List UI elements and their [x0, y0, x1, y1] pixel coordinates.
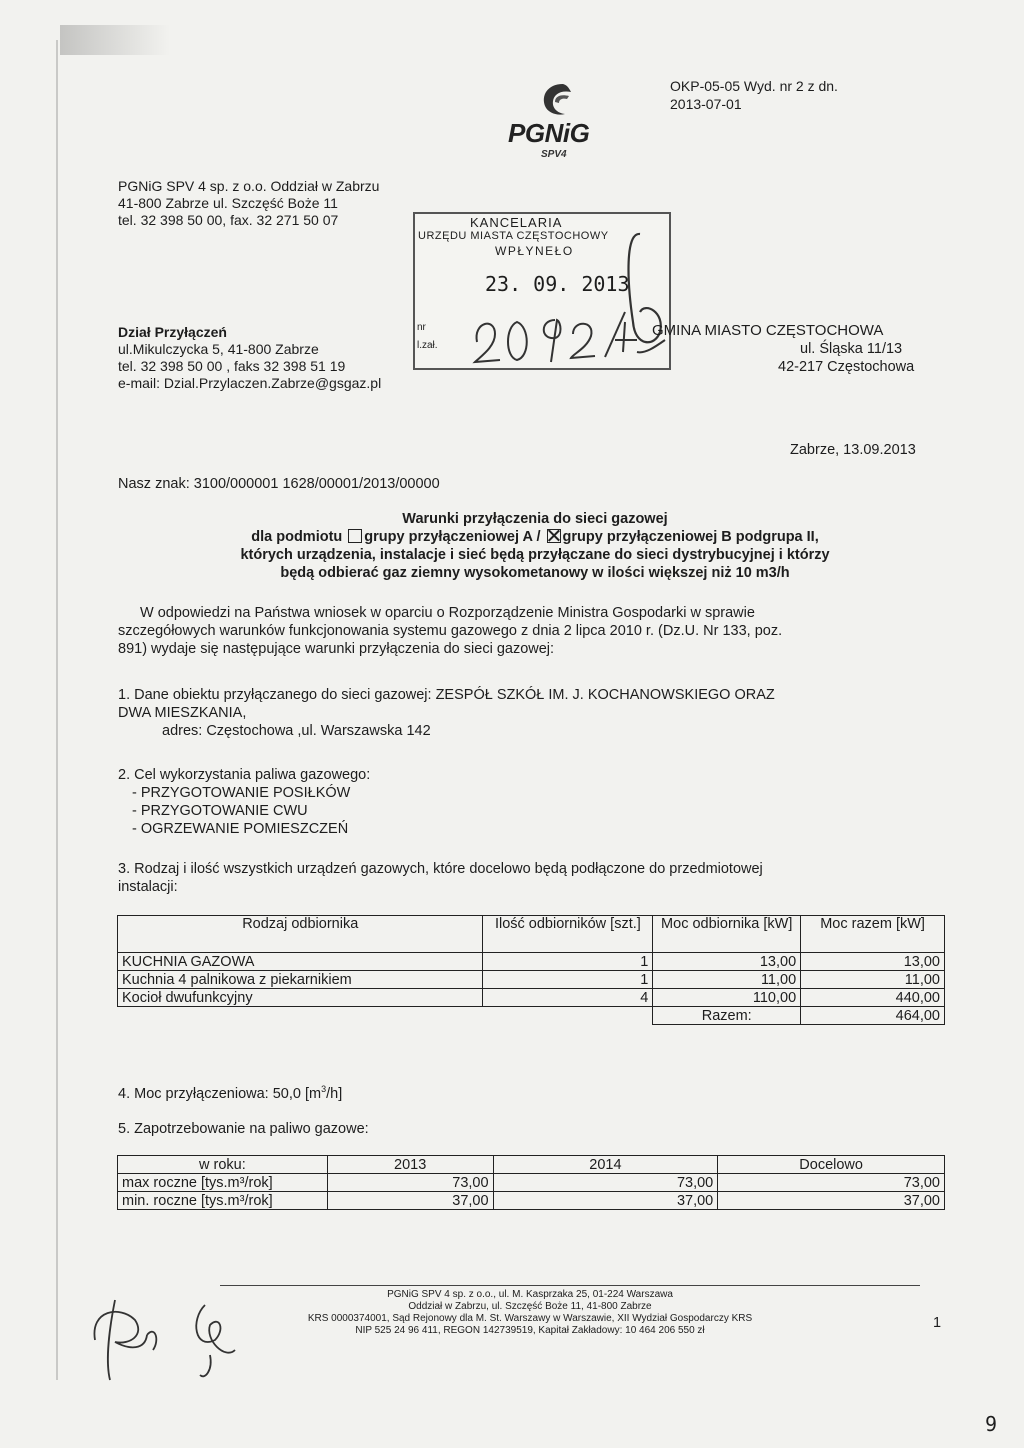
- scan-artifact: [60, 25, 170, 55]
- header-device-power: Moc odbiornika [kW]: [653, 916, 801, 953]
- sender-line-1: PGNiG SPV 4 sp. z o.o. Oddział w Zabrzu: [118, 178, 380, 194]
- device-name: KUCHNIA GAZOWA: [118, 953, 483, 971]
- corner-number: 9: [985, 1412, 998, 1436]
- place-and-date: Zabrze, 13.09.2013: [790, 442, 916, 458]
- department-phone: tel. 32 398 50 00 , faks 32 398 51 19: [118, 358, 346, 374]
- demand-target: 37,00: [718, 1192, 945, 1210]
- demand-2014: 73,00: [493, 1174, 718, 1192]
- device-count: 1: [483, 953, 653, 971]
- demand-target: 73,00: [718, 1174, 945, 1192]
- document-title-line-2: [100, 528, 970, 546]
- stamp-nr-label: nr: [417, 322, 426, 333]
- header-total-power: Moc razem [kW]: [801, 916, 945, 953]
- devices-table-header: [118, 916, 945, 953]
- department-email: e-mail: Dzial.Przylaczen.Zabrze@gsgaz.pl: [118, 375, 382, 391]
- device-power: 110,00: [653, 989, 801, 1007]
- header-year-label: w roku:: [118, 1156, 328, 1174]
- group-b-checkbox: [547, 529, 561, 543]
- stamp-attachments-label: l.zał.: [417, 340, 438, 351]
- section-2-item-1: - PRZYGOTOWANIE POSIŁKÓW: [132, 785, 351, 801]
- header-device-type: Rodzaj odbiornika: [118, 916, 483, 953]
- section-2-item-3: - OGRZEWANIE POMIESZCZEŃ: [132, 821, 349, 837]
- department-title: Dział Przyłączeń: [118, 324, 227, 340]
- intro-line-1: W odpowiedzi na Państwa wniosek w oparciu o Rozporządzenie Ministra Gospodarki w sprawie: [140, 605, 755, 621]
- connection-power-text: 4. Moc przyłączeniowa: 50,0 [m: [118, 1085, 322, 1102]
- stamp-line-2: URZĘDU MIASTA CZĘSTOCHOWY: [418, 230, 609, 242]
- group-a-label: grupy przyłączeniowej A /: [364, 529, 541, 545]
- title-line-2-prefix: dla podmiotu: [251, 529, 343, 545]
- device-power: 11,00: [653, 971, 801, 989]
- section-2-item-2: - PRZYGOTOWANIE CWU: [132, 803, 308, 819]
- device-total-power: 13,00: [801, 953, 945, 971]
- page-number: 1: [933, 1315, 942, 1331]
- form-code: OKP-05-05 Wyd. nr 2 z dn.: [670, 78, 838, 94]
- footer-line-3: KRS 0000374001, Sąd Rejonowy dla M. St. Warszawy w Warszawie, XII Wydział Gospodarczy KRS: [307, 1313, 753, 1324]
- unit-superscript: 3: [321, 1084, 327, 1094]
- table-row: [118, 989, 945, 1007]
- group-a-checkbox: [348, 529, 362, 543]
- footer-divider: [220, 1285, 920, 1286]
- company-logo-subtitle: SPV4: [541, 149, 567, 160]
- footer-line-2: Oddział w Zabrzu, ul. Szczęść Boże 11, 41-800 Zabrze: [408, 1301, 652, 1312]
- group-b-label: grupy przyłączeniowej B podgrupa II,: [562, 529, 819, 545]
- document-title-line-4: będą odbierać gaz ziemny wysokometanowy w ilości większej niż 10 m3/h: [280, 565, 790, 581]
- document-title-line-3: których urządzenia, instalacje i sieć będą przyłączane do sieci dystrybucyjnej i którzy: [240, 547, 830, 563]
- reference-number: Nasz znak: 3100/000001 1628/00001/2013/00000: [118, 476, 440, 492]
- demand-table-header: [118, 1156, 945, 1174]
- device-total-power: 440,00: [801, 989, 945, 1007]
- recipient-street: ul. Śląska 11/13: [800, 341, 903, 357]
- handwritten-registry-number: [455, 222, 670, 382]
- device-name: Kocioł dwufunkcyjny: [118, 989, 483, 1007]
- section-2-title: 2. Cel wykorzystania paliwa gazowego:: [118, 767, 371, 783]
- table-total-row: [118, 1007, 945, 1025]
- device-name: Kuchnia 4 palnikowa z piekarnikiem: [118, 971, 483, 989]
- footer-line-1: PGNiG SPV 4 sp. z o.o., ul. M. Kasprzaka 25, 01-224 Warszawa: [387, 1289, 673, 1300]
- gas-demand-table: [117, 1155, 945, 1210]
- demand-2013: 37,00: [327, 1192, 493, 1210]
- department-address: ul.Mikulczycka 5, 41-800 Zabrze: [118, 341, 319, 357]
- section-1-address: adres: Częstochowa ,ul. Warszawska 142: [162, 723, 431, 739]
- header-device-count: Ilość odbiorników [szt.]: [483, 916, 653, 953]
- section-1-line-1: 1. Dane obiektu przyłączanego do sieci gazowej: ZESPÓŁ SZKÓŁ IM. J. KOCHANOWSKIEGO ORAZ: [118, 687, 775, 703]
- demand-2014: 37,00: [493, 1192, 718, 1210]
- device-total-power: 11,00: [801, 971, 945, 989]
- total-value: 464,00: [801, 1007, 945, 1025]
- company-logo-text: PGNiG: [508, 118, 590, 148]
- section-5-title: 5. Zapotrzebowanie na paliwo gazowe:: [118, 1121, 369, 1137]
- table-row: [118, 1174, 945, 1192]
- pgnig-flame-logo: [533, 80, 579, 120]
- header-target: Docelowo: [718, 1156, 945, 1174]
- section-4-connection-power: [118, 1080, 342, 1103]
- recipient-city: 42-217 Częstochowa: [778, 359, 915, 375]
- header-2013: 2013: [327, 1156, 493, 1174]
- demand-row-label: max roczne [tys.m³/rok]: [118, 1174, 328, 1192]
- sender-line-3: tel. 32 398 50 00, fax. 32 271 50 07: [118, 212, 339, 228]
- total-label: Razem:: [653, 1007, 801, 1025]
- device-count: 1: [483, 971, 653, 989]
- device-count: 4: [483, 989, 653, 1007]
- stamp-line-3: WPŁYNEŁO: [495, 244, 574, 258]
- stamp-line-1: KANCELARIA: [470, 215, 563, 230]
- section-3-line-2: instalacji:: [118, 879, 178, 895]
- footer: [230, 1289, 830, 1337]
- device-power: 13,00: [653, 953, 801, 971]
- stamp-date: 23. 09. 2013: [485, 272, 630, 296]
- scan-edge: [56, 40, 58, 1380]
- header-2014: 2014: [493, 1156, 718, 1174]
- devices-table: [117, 915, 945, 1025]
- unit-end: /h]: [326, 1085, 343, 1102]
- table-row: [118, 1192, 945, 1210]
- footer-line-4: NIP 525 24 96 411, REGON 142739519, Kapitał Zakładowy: 10 464 206 550 zł: [355, 1325, 705, 1336]
- section-3-line-1: 3. Rodzaj i ilość wszystkich urządzeń gazowych, które docelowo będą podłączone do przedmiotowej: [118, 861, 763, 877]
- sender-line-2: 41-800 Zabrze ul. Szczęść Boże 11: [118, 195, 338, 211]
- intro-line-3: 891) wydaje się następujące warunki przyłączenia do sieci gazowej:: [118, 641, 555, 657]
- document-title-line-1: Warunki przyłączenia do sieci gazowej: [402, 511, 668, 527]
- demand-2013: 73,00: [327, 1174, 493, 1192]
- intro-line-2: szczegółowych warunków funkcjonowania systemu gazowego z dnia 2 lipca 2010 r. (Dz.U. Nr 133, poz.: [118, 623, 783, 639]
- demand-row-label: min. roczne [tys.m³/rok]: [118, 1192, 328, 1210]
- table-row: [118, 971, 945, 989]
- recipient-name: GMINA MIASTO CZĘSTOCHOWA: [652, 322, 884, 339]
- form-date: 2013-07-01: [670, 96, 742, 112]
- section-1-line-2: DWA MIESZKANIA,: [118, 705, 247, 721]
- table-row: [118, 953, 945, 971]
